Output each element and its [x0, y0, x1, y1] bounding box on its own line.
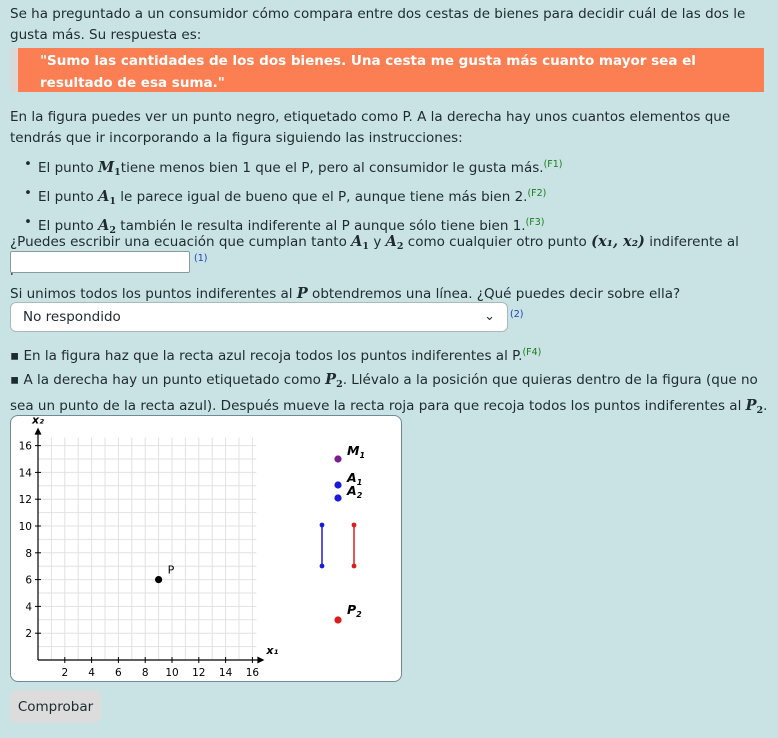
- x-axis-label: x₁: [266, 644, 279, 657]
- check-button[interactable]: Comprobar: [10, 690, 101, 723]
- x-tick-label: 2: [61, 667, 69, 679]
- blue-line-handle[interactable]: [320, 523, 325, 569]
- point-m1[interactable]: [334, 455, 341, 462]
- question-ref: (1): [194, 253, 208, 264]
- math-pair: (x₁, x₂): [591, 233, 645, 250]
- feedback-ref: (F4): [522, 347, 542, 358]
- point-p-label: P: [167, 563, 175, 577]
- label-p2: $P_2$: [347, 602, 362, 619]
- y-axis-arrow: [35, 428, 42, 435]
- y-axis-label: x₂: [32, 416, 44, 427]
- label-a2: $A_2$: [347, 483, 363, 500]
- y-tick-label: 4: [25, 601, 32, 614]
- y-tick-label: 12: [18, 494, 32, 507]
- label-a1: $A_1$: [347, 470, 363, 487]
- instruction-red-line: ▪ A la derecha hay un punto etiquetado como $P_2$. Llévalo a la posición que quieras dentro de la figura (que no sea un punto de la recta azul). Después mueve la recta roja para que recoja todos los puntos indiferentes al $P_2$.: [10, 369, 770, 446]
- math-var: $A_1$: [351, 233, 370, 252]
- feedback-ref: (F1): [543, 159, 563, 170]
- math-var: P: [296, 285, 308, 302]
- y-tick-label: 8: [25, 547, 32, 560]
- answer-select[interactable]: [10, 302, 508, 332]
- intro-text: Se ha preguntado a un consumidor cómo compara entre dos cestas de bienes para decidir cuál de las dos le gusta más. Su respuesta es:: [10, 6, 746, 43]
- math-var: $A_2$: [98, 217, 116, 236]
- feedback-ref: (F2): [527, 188, 547, 199]
- y-tick-label: 14: [18, 467, 32, 480]
- point-a2[interactable]: [334, 494, 341, 501]
- chart-svg[interactable]: [11, 416, 401, 681]
- list-item: • El punto $A_2$ también le resulta indiferente al P aunque sólo tiene bien 1.$^{(F3)}$: [24, 212, 724, 241]
- y-tick-label: 16: [18, 440, 32, 453]
- math-var: $P_2$: [325, 371, 343, 390]
- x-tick-label: 16: [245, 667, 260, 679]
- question-2: Si unimos todos los puntos indiferentes al P obtendremos una línea. ¿Qué puedes decir sobre ella?: [10, 285, 681, 302]
- red-line-handle[interactable]: [352, 523, 357, 569]
- x-tick-label: 6: [115, 667, 122, 679]
- chart-ticks: [19, 441, 260, 679]
- y-tick-label: 10: [18, 521, 32, 533]
- chevron-down-icon: ⌄: [484, 309, 495, 324]
- chart-grid: [38, 438, 256, 660]
- question-ref: (2): [510, 309, 524, 320]
- x-tick-label: 12: [192, 667, 206, 679]
- y-tick-label: 6: [25, 574, 32, 587]
- red-line-endpoint: [352, 564, 357, 569]
- list-item: • El punto $M_1tiene$ menos bien 1 que el P, pero al consumidor le gusta más.$^{(F1)}$: [24, 154, 724, 183]
- x-tick-label: 8: [141, 667, 149, 679]
- x-tick-label: 4: [88, 667, 95, 679]
- select-value: No respondido: [23, 309, 121, 325]
- math-var: $A_2$: [385, 233, 404, 252]
- feedback-ref: (F3): [525, 217, 545, 228]
- instruction-blue-line: ▪ En la figura haz que la recta azul recoja todos los puntos indiferentes al P.$^{(F4)}$: [10, 347, 542, 364]
- point-p2[interactable]: [334, 616, 341, 623]
- consumer-quote: "Sumo las cantidades de los dos bienes. Una cesta me gusta más cuanto mayor sea el resultado de esa suma.": [10, 48, 764, 92]
- y-tick-label: 2: [25, 628, 32, 641]
- blue-line-endpoint: [320, 564, 325, 569]
- blue-line-endpoint: [320, 523, 325, 528]
- list-item: • El punto $A_1$ le parece igual de bueno que el P, aunque tiene más bien 2.$^{(F2)}$: [24, 183, 724, 212]
- math-var: $A_1$: [98, 188, 116, 207]
- point-a1[interactable]: [334, 481, 341, 488]
- equation-input[interactable]: [10, 251, 190, 273]
- point-p[interactable]: [155, 576, 162, 583]
- label-m1: $M_1$: [347, 443, 366, 460]
- math-var: $M_1$: [98, 159, 121, 178]
- question-1: ¿Puedes escribir una ecuación que cumplan tanto $A_1$ y $A_2$ como cualquier otro punto (x₁, x₂) indiferente al: [10, 231, 770, 279]
- figure-description: En la figura puedes ver un punto negro, etiquetado como P. A la derecha hay unos cuantos elementos que tendrás que ir incorporando a la figura siguiendo las instrucciones:: [10, 109, 731, 146]
- figure-board[interactable]: [10, 415, 402, 682]
- instruction-list: [24, 154, 724, 241]
- red-line-endpoint: [352, 523, 357, 528]
- x-tick-label: 10: [165, 667, 179, 679]
- x-axis-arrow: [257, 657, 264, 664]
- x-tick-label: 14: [218, 667, 233, 679]
- math-var: $P_2$: [745, 397, 764, 416]
